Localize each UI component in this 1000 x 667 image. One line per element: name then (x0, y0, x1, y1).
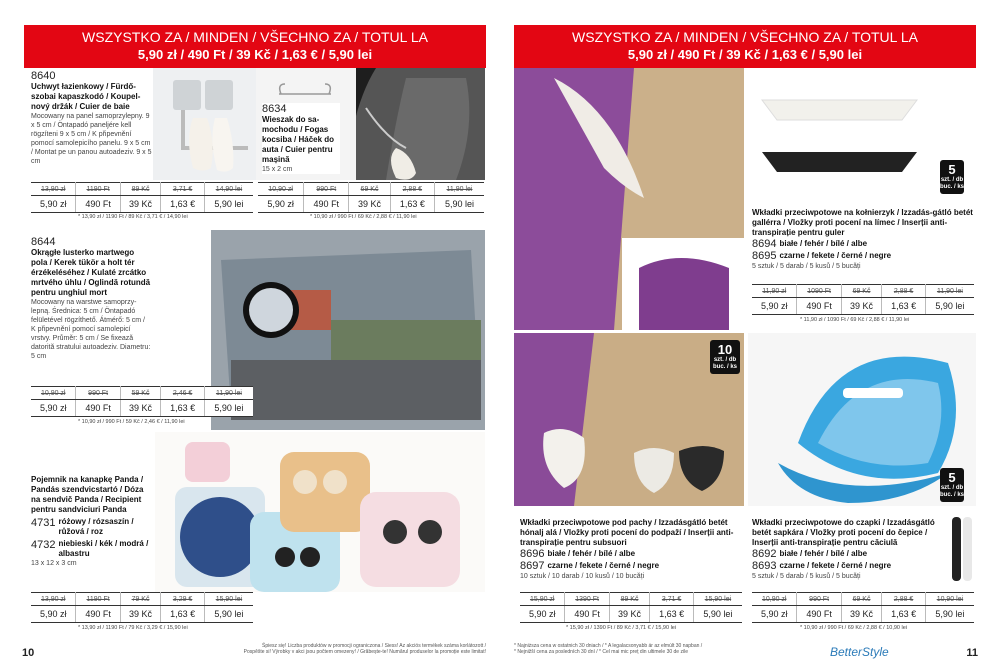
variant-code: 8696 (520, 548, 545, 560)
price-cell: 39 Kč (120, 196, 161, 213)
price-cell: 14,90 lei (204, 183, 253, 196)
collar-inserts-image (752, 92, 927, 172)
price-cell: 1,63 € (161, 400, 205, 417)
banner-line2: 5,90 zł / 490 Ft / 39 Kč / 1,63 € / 5,90 lei (627, 47, 863, 62)
variant-color: czarne / fekete / černé / negre (779, 561, 892, 570)
price-cell: 13,90 zł (31, 593, 76, 606)
price-cell: 13,90 zł (31, 183, 76, 196)
product-8640-photo (153, 68, 256, 180)
product-8634-info (262, 103, 340, 174)
left-banner (24, 25, 486, 68)
price-cell: 69 Kč (841, 285, 882, 298)
variant-color: niebieski / kék / modrá / albastru (58, 539, 149, 558)
price-cell: 3,71 € (161, 183, 205, 196)
product-desc: Mocowany na panel samoprzylepny. 9 x 5 cm / Öntapadó panelјére kell rögzíteni 9 x 5 cm / K připevnění pomocí samolepicího panelu. 9 x 5 cm / Montat pe un panou autoadeziv. 9 x 5 cm (31, 113, 152, 165)
product-desc: 5 sztuk / 5 darab / 5 kusů / 5 bucăți (752, 263, 861, 270)
footnote-armpit: * 15,90 zł / 1390 Ft / 89 Kč / 3,71 € / 15,90 lei (566, 625, 677, 631)
banner-line1: WSZYSTKO ZA / MINDEN / VŠECHNO ZA / TOTUL LA (82, 29, 428, 45)
price-cell: 490 Ft (797, 298, 841, 315)
product-cap-info (752, 518, 952, 581)
product-title: Pojemnik na kanapkę Panda / Pandás szendvicstartó / Dóza na sendvič Panda / Recipient pentru sandviciuri Panda (31, 475, 144, 514)
price-table-8640 (31, 182, 253, 213)
price-table-8644 (31, 386, 253, 417)
brand-logo: BetterStyle (830, 645, 889, 659)
hook-product-icon (275, 80, 335, 102)
price-cell: 15,90 lei (204, 593, 253, 606)
price-cell: 10,90 zł (258, 183, 304, 196)
price-cell: 1390 Ft (565, 593, 609, 606)
price-table-collar (752, 284, 974, 315)
price-cell: 490 Ft (304, 196, 349, 213)
product-desc: 5 sztuk / 5 darab / 5 kusů / 5 bucăți (752, 573, 861, 580)
panda-box-image (155, 432, 485, 592)
variant-code: 8694 (752, 238, 777, 250)
variant-color: białe / fehér / bílé / albe (547, 549, 636, 558)
price-cell: 1190 Ft (76, 593, 120, 606)
price-cell: 79 Kč (120, 593, 161, 606)
price-cell: 2,46 € (161, 387, 205, 400)
price-cell: 39 Kč (841, 606, 882, 623)
price-cell: 3,29 € (161, 593, 205, 606)
product-title: Wkładki przeciwpotowe pod pachy / Izzadásgátló betét hónalj alá / Vložky proti pocení do podpaží / Inserții anti-transpirație pentru subsuori (520, 518, 734, 547)
price-cell: 5,90 zł (31, 196, 76, 213)
price-cell: 5,90 lei (204, 400, 253, 417)
product-desc: 15 x 2 cm (262, 166, 293, 173)
product-title: Okrągłe lusterko martwego pola / Kerek tükör a holt tér érzékeléséhez / Kulaté zrcátko mrtvého úhlu / Oglindă rotundă pentru unghiul mort (31, 248, 151, 297)
price-cell: 39 Kč (120, 400, 161, 417)
price-cell: 15,90 zł (520, 593, 565, 606)
variant-color: różowy / rózsaszín / růžová / roz (58, 517, 134, 536)
price-cell: 990 Ft (304, 183, 349, 196)
product-title: Wieszak do sa-mochodu / Fogas kocsiba / Háček do auta / Cuier pentru mașină (262, 115, 335, 164)
price-cell: 5,90 lei (434, 196, 484, 213)
price-table-armpit (520, 592, 742, 623)
price-cell: 490 Ft (76, 400, 120, 417)
price-cell: 2,88 € (390, 183, 434, 196)
bathroom-hook-image (153, 68, 256, 180)
page-number-left: 10 (22, 647, 35, 659)
price-cell: 5,90 lei (204, 196, 253, 213)
price-cell: 89 Kč (609, 593, 650, 606)
product-code: 8644 (31, 236, 56, 248)
pack-badge-armpit: 10 szt. / db buc. / ks (710, 340, 740, 374)
price-table-panda (31, 592, 253, 623)
page-number-right: 11 (966, 647, 978, 659)
price-cell: 5,90 lei (925, 606, 974, 623)
product-8644-info (31, 236, 151, 361)
price-table-8634 (258, 182, 484, 213)
price-cell: 15,90 lei (693, 593, 742, 606)
price-cell: 490 Ft (797, 606, 841, 623)
variant-code: 8693 (752, 560, 777, 572)
price-cell: 1,63 € (390, 196, 434, 213)
price-cell: 5,90 zł (520, 606, 565, 623)
product-code: 8634 (262, 103, 287, 115)
price-cell: 490 Ft (76, 606, 120, 623)
price-cell: 1,63 € (650, 606, 694, 623)
price-cell: 2,88 € (882, 285, 926, 298)
price-cell: 5,90 zł (258, 196, 304, 213)
variant-color: czarne / fekete / černé / negre (547, 561, 660, 570)
variant-code: 4731 (31, 517, 56, 529)
price-cell: 1090 Ft (797, 285, 841, 298)
pack-badge-cap: 5 szt. / db buc. / ks (940, 468, 964, 502)
variant-code: 8695 (752, 250, 777, 262)
footnote-8644: * 10,90 zł / 990 Ft / 59 Kč / 2,46 € / 11,90 lei (78, 419, 185, 425)
price-cell: 11,90 lei (925, 285, 974, 298)
price-cell: 5,90 zł (752, 298, 797, 315)
price-cell: 5,90 lei (693, 606, 742, 623)
variant-code: 8692 (752, 548, 777, 560)
price-cell: 5,90 zł (752, 606, 797, 623)
price-cell: 1190 Ft (76, 183, 120, 196)
price-cell: 39 Kč (609, 606, 650, 623)
price-cell: 490 Ft (76, 196, 120, 213)
footnote-8640: * 13,90 zł / 1190 Ft / 89 Kč / 3,71 € / 14,90 lei (78, 214, 188, 220)
price-cell: 990 Ft (797, 593, 841, 606)
price-cell: 39 Kč (841, 298, 882, 315)
product-collar-photo (514, 68, 744, 330)
cap-strips-image (951, 515, 973, 585)
price-cell: 39 Kč (349, 196, 390, 213)
price-cell: 69 Kč (349, 183, 390, 196)
price-cell: 1,63 € (882, 298, 926, 315)
price-cell: 10,90 zł (31, 387, 76, 400)
product-panda-photo (155, 432, 485, 592)
price-cell: 59 Kč (120, 387, 161, 400)
right-page (500, 0, 1000, 667)
price-cell: 2,88 € (882, 593, 926, 606)
price-cell: 89 Kč (120, 183, 161, 196)
product-code: 8640 (31, 70, 56, 82)
price-cell: 10,90 lei (925, 593, 974, 606)
price-cell: 5,90 lei (204, 606, 253, 623)
product-desc: 10 sztuk / 10 darab / 10 kusů / 10 bucăți (520, 573, 645, 580)
footnote-cap: * 10,90 zł / 990 Ft / 69 Kč / 2,88 € / 10,90 lei (800, 625, 908, 631)
product-desc: Mocowany na warstwe samoprzy-lepną. Średnica: 5 cm / Öntapadó felületével rögzíthető. Átmérő: 5 cm / K připevnění pomocí samolepicí vrstvy. Průměr: 5 cm / Se fixează datorită stratului autoadeziv. Diametru: 5 cm (31, 299, 151, 360)
price-cell: 1,63 € (161, 606, 205, 623)
variant-color: czarne / fekete / černé / negre (779, 251, 892, 260)
product-title: Uchwyt łazienkowy / Fürdő-szobai kapaszkodó / Koupel-nový držák / Cuier de baie (31, 82, 141, 111)
right-banner (514, 25, 976, 68)
product-8640-info (31, 70, 153, 166)
price-cell: 490 Ft (565, 606, 609, 623)
collar-shirt-image (514, 68, 744, 330)
variant-code: 4732 (31, 539, 56, 551)
variant-color: białe / fehér / bílé / albe (779, 239, 868, 248)
price-cell: 11,90 lei (204, 387, 253, 400)
footnote-panda: * 13,90 zł / 1190 Ft / 79 Kč / 3,29 € / 15,90 lei (78, 625, 188, 631)
product-armpit-info (520, 518, 742, 581)
price-cell: 10,90 zł (752, 593, 797, 606)
price-cell: 69 Kč (841, 593, 882, 606)
price-cell: 1,63 € (882, 606, 926, 623)
price-cell: 11,90 zł (752, 285, 797, 298)
price-cell: 3,71 € (650, 593, 694, 606)
variant-code: 8697 (520, 560, 545, 572)
pack-badge-collar: 5 szt. / db buc. / ks (940, 160, 964, 194)
product-collar-info (752, 208, 974, 271)
footnote-8634: * 10,90 zł / 990 Ft / 69 Kč / 2,88 € / 11,90 lei (310, 214, 417, 220)
variant-color: białe / fehér / bílé / albe (779, 549, 868, 558)
product-desc: 13 x 12 x 3 cm (31, 560, 77, 567)
banner-line2: 5,90 zł / 490 Ft / 39 Kč / 1,63 € / 5,90 lei (137, 47, 373, 62)
disclaimer-left: Śpiesz się! Liczba produktów w promocji ograniczona / Siess! Az akciós termékek száma korlátozott / Pospěšte si! Výrobky v akci jsou počtem omezeny! / Grăbește-te! Numărul produselor la promoție este limitat! (243, 643, 486, 655)
price-cell: 5,90 zł (31, 606, 76, 623)
product-title: Wkładki przeciwpotowe do czapki / Izzadásgátló betét sapkára / Vložky proti pocení do čepice / Inserții anti-transpirație pentru căciulă (752, 518, 935, 547)
price-cell: 5,90 zł (31, 400, 76, 417)
price-table-cap (752, 592, 974, 623)
price-cell: 39 Kč (120, 606, 161, 623)
price-cell: 990 Ft (76, 387, 120, 400)
banner-line1: WSZYSTKO ZA / MINDEN / VŠECHNO ZA / TOTUL LA (572, 29, 918, 45)
product-panda-info (31, 475, 153, 568)
price-cell: 5,90 lei (925, 298, 974, 315)
disclaimer-right: * Najniższa cena w ostatnich 30 dniach / * A legalacsonyabb ár az elmúlt 30 napban / * Nejnižší cena za posledních 30 dní / * Cel mai mic preț din ultimele 30 de zile (514, 643, 703, 655)
price-cell: 1,63 € (161, 196, 205, 213)
price-cell: 11,90 lei (434, 183, 484, 196)
footnote-collar: * 11,90 zł / 1090 Ft / 69 Kč / 2,88 € / 11,90 lei (800, 317, 910, 323)
product-title: Wkładki przeciwpotowe na kołnierzyk / Izzadás-gátló betét gallérra / Vložky proti pocení na límec / Inserții anti-transpirație pentru guler (752, 208, 973, 237)
